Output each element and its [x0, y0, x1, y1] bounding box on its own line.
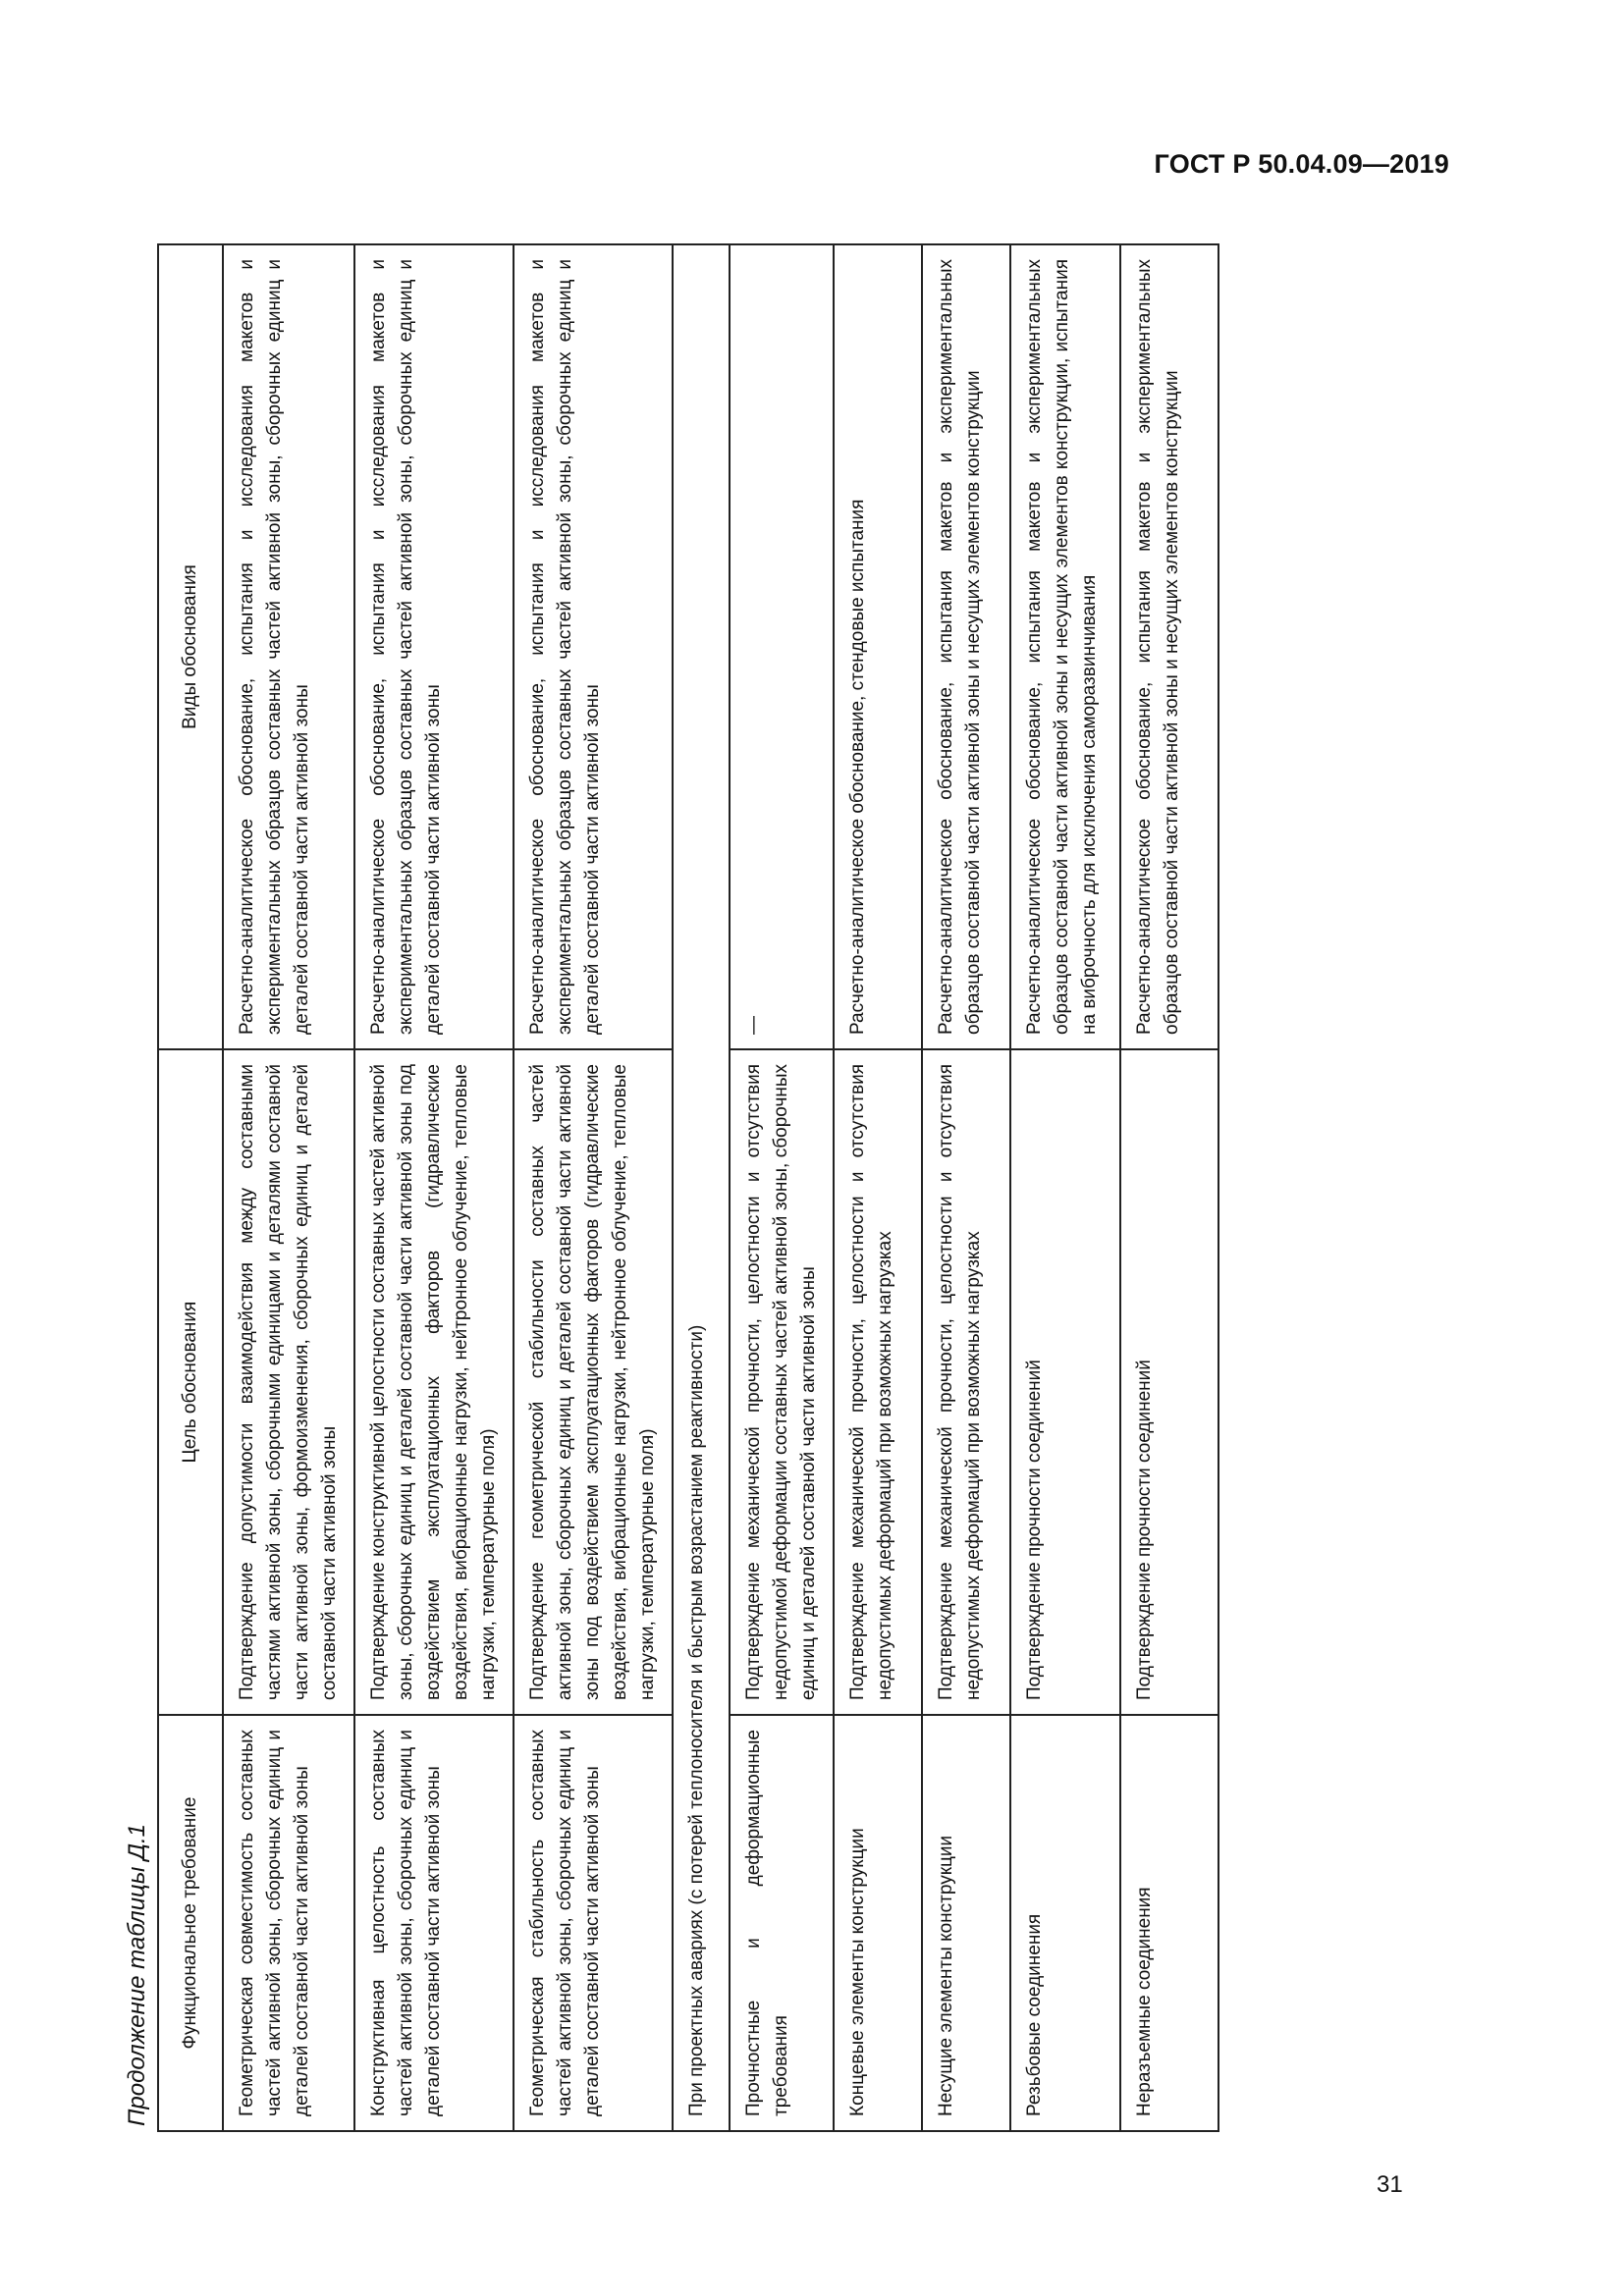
cell-requirement: Неразъемные соединения: [1120, 1715, 1218, 2131]
cell-requirement: Геометрическая совместимость составных частей активной зоны, сборочных единиц и деталей составной части активной зоны: [223, 1715, 354, 2131]
cell-goal: Подтверждение механической прочности, целостности и отсутствия недопустимых деформаций при возможных нагрузках: [922, 1049, 1010, 1715]
table-row: [922, 244, 1010, 2131]
header-justification-types: Виды обоснования: [158, 244, 223, 1049]
header-justification-goal: Цель обоснования: [158, 1049, 223, 1715]
page-number: 31: [1377, 2171, 1403, 2198]
cell-goal: Подтверждение прочности соединений: [1120, 1049, 1218, 1715]
table-row: [834, 244, 922, 2131]
table-section-row: [673, 244, 730, 2131]
cell-types: —: [730, 244, 834, 1049]
cell-types: Расчетно-аналитическое обоснование, испытания и исследования макетов и экспериментальных образцов составных частей активной зоны, сборочных единиц и деталей составной части активной зоны: [223, 244, 354, 1049]
table-row: [1010, 244, 1120, 2131]
cell-goal: Подтверждение механической прочности, целостности и отсутствия недопустимых деформаций при возможных нагрузках: [834, 1049, 922, 1715]
header-functional-requirement: Функциональное требование: [158, 1715, 223, 2131]
document-code: ГОСТ Р 50.04.09—2019: [1154, 149, 1449, 179]
justification-table: [157, 243, 1219, 2132]
cell-goal: Подтверждение прочности соединений: [1010, 1049, 1120, 1715]
cell-goal: Подтверждение механической прочности, целостности и отсутствия недопустимой деформации составных частей активной зоны, сборочных единиц и деталей составной части активной зоны: [730, 1049, 834, 1715]
cell-requirement: Концевые элементы конструкции: [834, 1715, 922, 2131]
cell-types: Расчетно-аналитическое обоснование, испытания макетов и экспериментальных образцов составной части активной зоны и несущих элементов конструкции: [922, 244, 1010, 1049]
table-row: [354, 244, 514, 2131]
table-row: [223, 244, 354, 2131]
cell-types: Расчетно-аналитическое обоснование, испытания и исследования макетов и экспериментальных образцов составных частей активной зоны, сборочных единиц и деталей составной части активной зоны: [354, 244, 514, 1049]
cell-types: Расчетно-аналитическое обоснование, стендовые испытания: [834, 244, 922, 1049]
cell-requirement: Конструктивная целостность составных частей активной зоны, сборочных единиц и деталей составной части активной зоны: [354, 1715, 514, 2131]
cell-goal: Подтверждение геометрической стабильности составных частей активной зоны, сборочных единиц и деталей составной части активной зоны под воздействием эксплуатационных факторов (гидравлические воздействия, вибрационные нагрузки, нейтронное облучение, тепловые нагрузки, температурные поля): [514, 1049, 673, 1715]
cell-requirement: Прочностные и деформационные требования: [730, 1715, 834, 2131]
cell-goal: Подтверждение допустимости взаимодействия между составными частями активной зоны, сборочными единицами и деталями составной части активной зоны, формоизменения, сборочных единиц и деталей составной части активной зоны: [223, 1049, 354, 1715]
cell-types: Расчетно-аналитическое обоснование, испытания макетов и экспериментальных образцов составной части активной зоны и несущих элементов конструкции, испытания на виброчность для исключения саморазвинчивания: [1010, 244, 1120, 1049]
cell-requirement: Резьбовые соединения: [1010, 1715, 1120, 2131]
table-row: [514, 244, 673, 2131]
cell-requirement: Несущие элементы конструкции: [922, 1715, 1010, 2131]
table-header-row: [158, 244, 223, 2131]
table-row: [730, 244, 834, 2131]
cell-requirement: Геометрическая стабильность составных частей активной зоны, сборочных единиц и деталей составной части активной зоны: [514, 1715, 673, 2131]
table-caption: Продолжение таблицы Д.1: [124, 1823, 150, 2126]
rotated-table-region: [118, 245, 1416, 2132]
cell-types: Расчетно-аналитическое обоснование, испытания макетов и экспериментальных образцов составной части активной зоны и несущих элементов конструкции: [1120, 244, 1218, 1049]
table-row: [1120, 244, 1218, 2131]
cell-goal: Подтверждение конструктивной целостности составных частей активной зоны, сборочных единиц и деталей составной части активной зоны под воздействием эксплуатационных факторов (гидравлические воздействия, вибрационные нагрузки, нейтронное облучение, тепловые нагрузки, температурные поля): [354, 1049, 514, 1715]
section-title: При проектных авариях (с потерей теплоносителя и быстрым возрастанием реактивности): [673, 244, 730, 2131]
cell-types: Расчетно-аналитическое обоснование, испытания и исследования макетов и экспериментальных образцов составных частей активной зоны, сборочных единиц и деталей составной части активной зоны: [514, 244, 673, 1049]
